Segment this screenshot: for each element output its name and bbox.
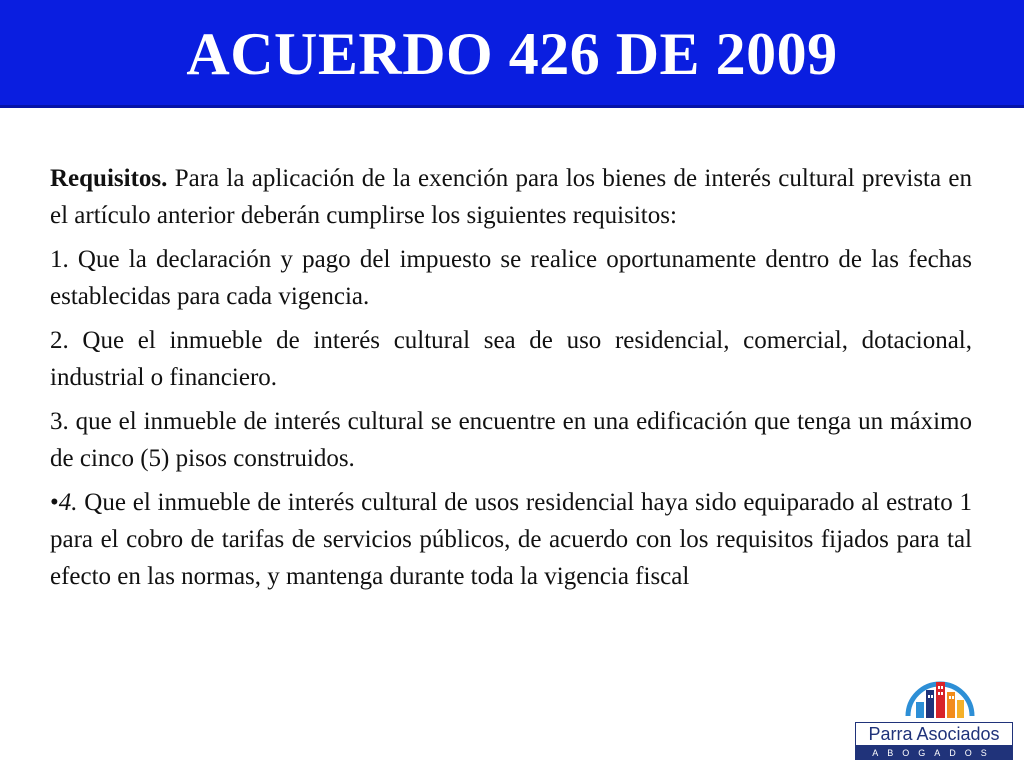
company-logo — [855, 668, 1015, 764]
title-bar — [0, 0, 1024, 108]
bullet-marker: • — [50, 489, 59, 516]
item-4-number: 4. — [58, 489, 78, 516]
buildings-logo-icon — [900, 668, 980, 724]
intro-paragraph — [50, 160, 972, 234]
intro-text: Para la aplicación de la exención para los bienes de interés cultural prevista en el artículo anterior deberán cumplirse los siguientes requisitos: — [50, 165, 972, 229]
requirement-item-4 — [50, 484, 972, 595]
logo-name: Parra Asociados — [855, 722, 1013, 746]
slide-title: ACUERDO 426 DE 2009 — [186, 21, 838, 87]
item-4-text: Que el inmueble de interés cultural de usos residencial haya sido equiparado al estrato 1 para el cobro de tarifas de servicios públicos, de acuerdo con los requisitos fijados para tal efecto en las normas, y mantenga durante toda la vigencia fiscal — [50, 489, 972, 590]
slide-body — [50, 160, 972, 602]
requirement-item-1: 1. Que la declaración y pago del impuesto se realice oportunamente dentro de las fechas establecidas para cada vigencia. — [50, 246, 972, 310]
requirement-item-2: 2. Que el inmueble de interés cultural sea de uso residencial, comercial, dotacional, industrial o financiero. — [50, 327, 972, 391]
requirement-item-3: 3. que el inmueble de interés cultural se encuentre en una edificación que tenga un máximo de cinco (5) pisos construidos. — [50, 408, 972, 472]
logo-subtitle: ABOGADOS — [855, 746, 1013, 760]
intro-lead: Requisitos. — [50, 165, 168, 192]
